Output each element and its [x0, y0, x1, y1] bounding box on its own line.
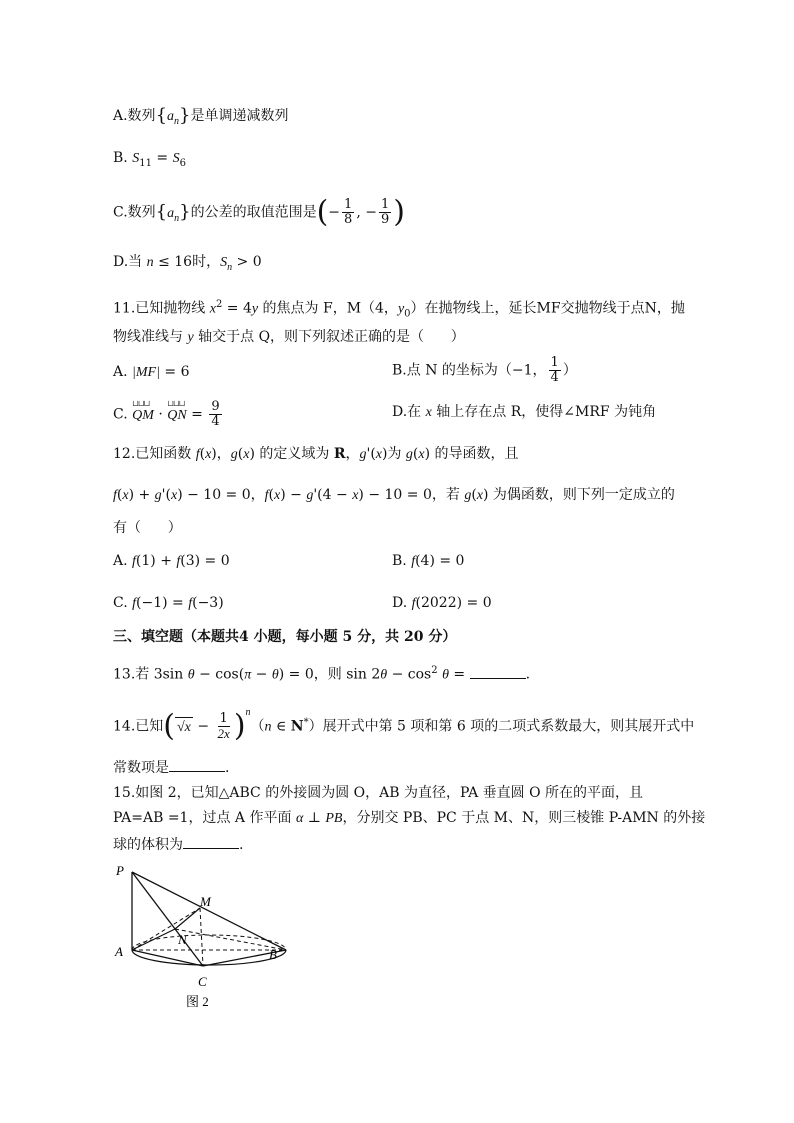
- label-a: A: [115, 944, 123, 959]
- q11-option-a: A. |MF| = 6: [113, 364, 190, 380]
- q11-option-d: D.在 x 轴上存在点 R，使得∠MRF 为钝角: [392, 404, 657, 420]
- q11-option-c: C. ⊔⊔⊔ QM · ⊔⊔⊔ QN = $\frac{9}{4}$: [113, 400, 224, 429]
- q12-option-c: C. f(−1) = f(−3): [113, 595, 224, 611]
- edge-mc: [200, 908, 203, 966]
- q15-stem-line2: PA=AB =1，过点 A 作平面 α ⊥ PB，分别交 PB、PC 于点 M、N，则三棱锥 P-AMN 的外接: [113, 810, 706, 826]
- q12-option-b: B. f(4) = 0: [392, 553, 465, 569]
- q12-stem-line2: f(x) + g'(x) − 10 = 0，f(x) − g'(4 − x) − 10 = 0，若 g(x) 为偶函数，则下列一定成立的: [113, 487, 675, 503]
- base-circle-front: [132, 950, 286, 965]
- q10-option-c: C.数列$\{a_n\}$的公差的取值范围是(− $\frac{1}{8}$ , − $\frac{1}{9}$ ): [113, 194, 405, 230]
- label-c: C: [198, 974, 207, 989]
- q14-stem-line1: 14.已知( √x − $\frac{1}{2x}$ )$^n$（n ∈ N*）展开式中第 5 项和第 6 项的二项式系数最大，则其展开式中: [113, 706, 695, 744]
- q12-option-d: D. f(2022) = 0: [392, 595, 492, 611]
- label-n: N: [178, 932, 187, 947]
- q13: 13.若 3sin θ − cos(π − θ) = 0，则 $\sin 2\theta - \cos^2 \theta$ = .: [113, 665, 531, 683]
- q14-stem-line2: 常数项是 .: [113, 757, 229, 778]
- q12-stem-line1: 12.已知函数 f(x)，g(x) 的定义域为 R，g'(x)为 g(x) 的导函数，且: [113, 446, 519, 462]
- q11-option-b: B.点 N 的坐标为（−1， $\frac{1}{4}$ ）: [392, 355, 577, 385]
- q11-stem-line1: 11.已知抛物线 $x^2 = 4y$ 的焦点为 F，M（4，$y_0$）在抛物线上，延长MF交抛物线于点N，抛: [113, 299, 685, 320]
- edge-an: [132, 929, 175, 950]
- q15-stem-line3: 球的体积为 .: [113, 834, 243, 855]
- label-m: M: [200, 894, 211, 909]
- q15-stem-line1: 15.如图 2，已知△ABC 的外接圆为圆 O，AB 为直径，PA 垂直圆 O 所在的平面，且: [113, 785, 644, 801]
- q11-stem-line2: 物线准线与 y 轴交于点 Q，则下列叙述正确的是（ ）: [113, 329, 465, 345]
- edge-mn: [175, 908, 200, 929]
- q12-option-a: A. f(1) + f(3) = 0: [113, 553, 230, 569]
- base-circle-back: [132, 935, 286, 950]
- q10-option-d: D.当 n ≤ 16时，$S_n > 0$: [113, 254, 262, 273]
- figure-caption: 图 2: [186, 994, 209, 1009]
- q10-option-b: B. $S_{11} = S_6$: [113, 150, 186, 169]
- q10-option-a: A.数列$\{a_n\}$是单调递减数列: [113, 105, 289, 127]
- figure-2-pyramid: [108, 862, 288, 1012]
- section-heading: 三、填空题（本题共4 小题，每小题 5 分，共 20 分）: [113, 629, 457, 645]
- label-p: P: [116, 863, 124, 878]
- edge-am: [132, 908, 200, 950]
- label-b: B: [269, 947, 277, 962]
- q12-stem-line3: 有（ ）: [113, 520, 182, 536]
